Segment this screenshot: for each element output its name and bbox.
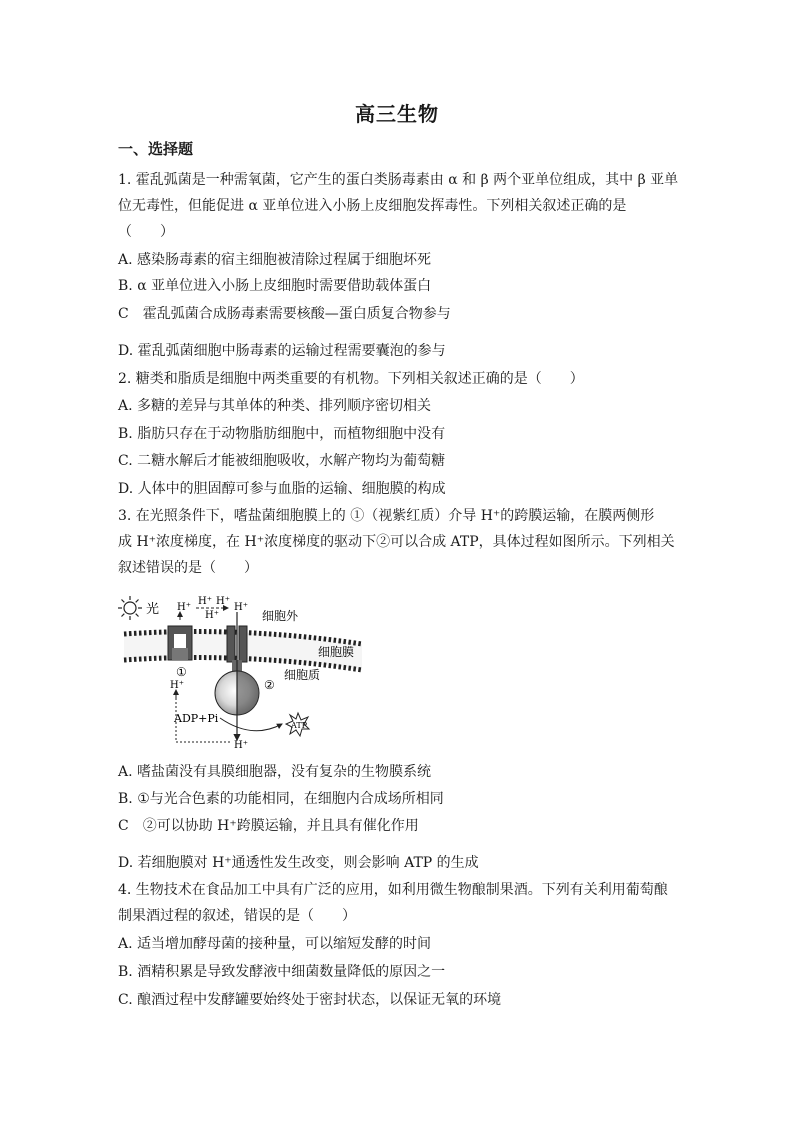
q3-option-b[interactable]: B. ①与光合色素的功能相同，在细胞内合成场所相同 (118, 791, 444, 807)
q2-stem-line1: 2. 糖类和脂质是细胞中两类重要的有机物。下列相关叙述正确的是（ ） (118, 371, 584, 387)
h-ion-label-5: H⁺ (234, 602, 248, 613)
protein-2-label: ② (264, 678, 275, 692)
q3-option-c[interactable]: C ②可以协助 H⁺跨膜运输，并且具有催化作用 (118, 818, 419, 834)
q1-option-c[interactable]: C 霍乱弧菌合成肠毒素需要核酸—蛋白质复合物参与 (118, 306, 451, 322)
q4-stem-line2: 制果酒过程的叙述，错误的是（ ） (118, 908, 356, 924)
membrane-label: 细胞膜 (318, 645, 355, 659)
q1-option-b[interactable]: B. α 亚单位进入小肠上皮细胞时需要借助载体蛋白 (118, 278, 432, 294)
q1-option-a[interactable]: A. 感染肠毒素的宿主细胞被清除过程属于细胞坏死 (118, 252, 432, 268)
light-label: 光 (146, 602, 160, 617)
h-ion-label-2: H⁺ (198, 596, 212, 607)
h-ion-label-4: H⁺ (205, 610, 219, 621)
q2-option-a[interactable]: A. 多糖的差异与其单体的种类、排列顺序密切相关 (118, 398, 432, 414)
q1-stem-line2: 位无毒性，但能促进 α 亚单位进入小肠上皮细胞发挥毒性。下列相关叙述正确的是 (118, 198, 627, 214)
protein-1 (168, 626, 192, 660)
atp-synthesis-arrow (220, 718, 282, 731)
protein-1-label: ① (176, 665, 187, 679)
q4-stem-line1: 4. 生物技术在食品加工中具有广泛的应用，如利用微生物酿制果酒。下列有关利用葡萄酿 (118, 882, 668, 898)
adp-label: ADP+Pi (174, 712, 219, 725)
page-title: 高三生物 (355, 102, 439, 126)
q3-stem-line1: 3. 在光照条件下，嗜盐菌细胞膜上的 ①（视紫红质）介导 H⁺的跨膜运输，在膜两侧形 (118, 508, 655, 524)
cytoplasm-label: 细胞质 (284, 668, 321, 682)
h-ion-label-6: H⁺ (170, 680, 184, 691)
q4-option-a[interactable]: A. 适当增加酵母菌的接种量，可以缩短发酵的时间 (118, 936, 432, 952)
outside-label: 细胞外 (262, 609, 299, 623)
q1-stem-line3: （ ） (118, 224, 174, 240)
q3-stem-line3: 叙述错误的是（ ） (118, 560, 258, 576)
h-ion-label-3: H⁺ (216, 596, 230, 607)
h-ion-label-1: H⁺ (177, 602, 191, 613)
q3-option-d[interactable]: D. 若细胞膜对 H⁺通透性发生改变，则会影响 ATP 的生成 (118, 855, 479, 871)
q2-option-d[interactable]: D. 人体中的胆固醇可参与血脂的运输、细胞膜的构成 (118, 481, 446, 497)
atp-label: ATP (291, 721, 308, 730)
membrane-diagram (112, 590, 372, 755)
q4-option-b[interactable]: B. 酒精积累是导致发酵液中细菌数量降低的原因之一 (118, 964, 446, 980)
q1-stem-line1: 1. 霍乱弧菌是一种需氧菌，它产生的蛋白类肠毒素由 α 和 β 两个亚单位组成，其中 β 亚单 (118, 172, 679, 188)
atp-burst-icon (286, 713, 309, 736)
q2-option-b[interactable]: B. 脂肪只存在于动物脂肪细胞中，而植物细胞中没有 (118, 426, 446, 442)
q2-option-c[interactable]: C. 二糖水解后才能被细胞吸收，水解产物均为葡萄糖 (118, 453, 446, 469)
q1-option-d[interactable]: D. 霍乱弧菌细胞中肠毒素的运输过程需要囊泡的参与 (118, 343, 446, 359)
sun-icon (118, 596, 142, 620)
section-heading: 一、选择题 (118, 140, 194, 158)
q3-option-a[interactable]: A. 嗜盐菌没有具膜细胞器，没有复杂的生物膜系统 (118, 764, 432, 780)
h-ion-label-7: H⁺ (234, 740, 248, 751)
q3-stem-line2: 成 H⁺浓度梯度，在 H⁺浓度梯度的驱动下②可以合成 ATP，具体过程如图所示。下列相关 (118, 534, 675, 550)
q4-option-c[interactable]: C. 酿酒过程中发酵罐要始终处于密封状态，以保证无氧的环境 (118, 992, 502, 1008)
membrane-figure (112, 590, 372, 755)
